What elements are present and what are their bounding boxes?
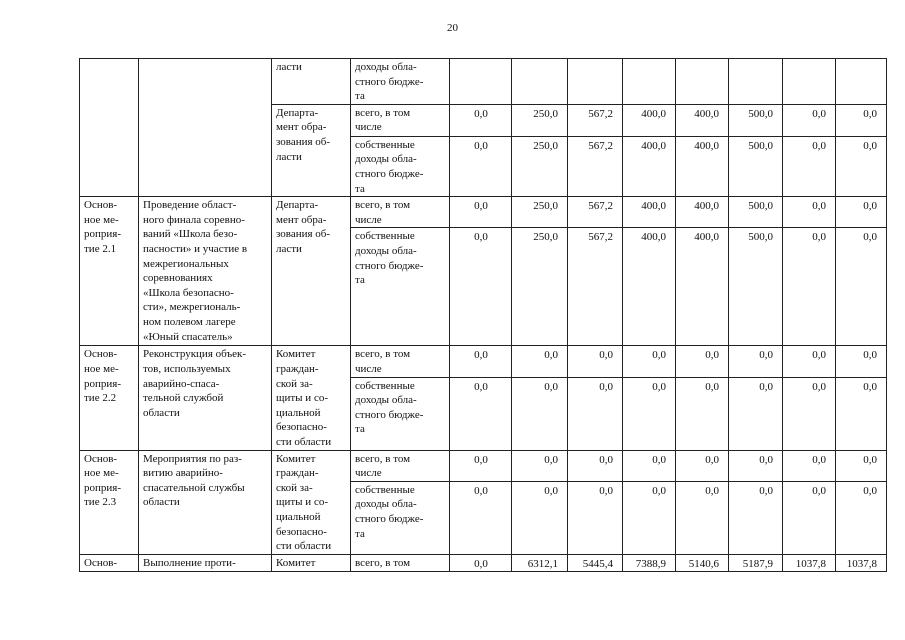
value-cell: 500,0 bbox=[729, 136, 783, 196]
event-name-cell: Выполнение проти- bbox=[139, 554, 272, 572]
value-cell: 0,0 bbox=[450, 481, 512, 554]
value-cell: 5445,4 bbox=[568, 554, 623, 572]
value-cell: 400,0 bbox=[623, 197, 676, 228]
value-cell: 0,0 bbox=[836, 450, 887, 481]
funding-type-cell: всего, в том числе bbox=[351, 450, 450, 481]
value-cell: 0,0 bbox=[836, 136, 887, 196]
value-cell: 0,0 bbox=[729, 450, 783, 481]
value-cell: 0,0 bbox=[783, 481, 836, 554]
funding-type-cell: собственные доходы обла- стного бюдже- та bbox=[351, 377, 450, 450]
value-cell: 0,0 bbox=[836, 346, 887, 377]
value-cell: 0,0 bbox=[450, 346, 512, 377]
value-cell: 0,0 bbox=[783, 228, 836, 346]
value-cell: 400,0 bbox=[676, 136, 729, 196]
executor-cell: Департа- мент обра- зования об- ласти bbox=[272, 104, 351, 196]
value-cell: 5140,6 bbox=[676, 554, 729, 572]
value-cell: 0,0 bbox=[568, 450, 623, 481]
value-cell: 0,0 bbox=[676, 481, 729, 554]
value-cell: 0,0 bbox=[623, 481, 676, 554]
value-cell: 0,0 bbox=[623, 346, 676, 377]
value-cell: 500,0 bbox=[729, 197, 783, 228]
event-code-cell: Основ- ное ме- роприя- тие 2.2 bbox=[80, 346, 139, 450]
value-cell: 400,0 bbox=[623, 104, 676, 136]
funding-type-cell: собственные доходы обла- стного бюдже- та bbox=[351, 136, 450, 196]
value-cell: 0,0 bbox=[512, 450, 568, 481]
table-row bbox=[80, 450, 887, 481]
funding-type-cell: собственные доходы обла- стного бюдже- та bbox=[351, 228, 450, 346]
value-cell: 0,0 bbox=[729, 377, 783, 450]
event-code-cell bbox=[80, 59, 139, 197]
table-row bbox=[80, 346, 887, 377]
table-row bbox=[80, 59, 887, 105]
executor-cell: ласти bbox=[272, 59, 351, 105]
value-cell: 0,0 bbox=[676, 450, 729, 481]
value-cell: 500,0 bbox=[729, 228, 783, 346]
executor-cell: Комитет граждан- ской за- щиты и со- циальной безопасно- сти области bbox=[272, 346, 351, 450]
value-cell: 0,0 bbox=[783, 346, 836, 377]
value-cell: 6312,1 bbox=[512, 554, 568, 572]
value-cell: 400,0 bbox=[676, 228, 729, 346]
budget-table bbox=[79, 58, 887, 572]
value-cell: 0,0 bbox=[729, 346, 783, 377]
funding-type-cell: собственные доходы обла- стного бюдже- та bbox=[351, 481, 450, 554]
value-cell bbox=[676, 59, 729, 105]
value-cell: 1037,8 bbox=[836, 554, 887, 572]
value-cell bbox=[729, 59, 783, 105]
value-cell: 0,0 bbox=[783, 136, 836, 196]
value-cell: 0,0 bbox=[568, 346, 623, 377]
value-cell: 250,0 bbox=[512, 228, 568, 346]
value-cell: 0,0 bbox=[676, 346, 729, 377]
event-name-cell: Мероприятия по раз- витию аварийно- спасательной службы области bbox=[139, 450, 272, 554]
page-number: 20 bbox=[447, 22, 458, 34]
value-cell: 0,0 bbox=[783, 104, 836, 136]
value-cell bbox=[450, 59, 512, 105]
executor-cell: Департа- мент обра- зования об- ласти bbox=[272, 197, 351, 346]
value-cell: 0,0 bbox=[512, 377, 568, 450]
value-cell: 0,0 bbox=[836, 481, 887, 554]
value-cell: 0,0 bbox=[512, 481, 568, 554]
value-cell: 567,2 bbox=[568, 228, 623, 346]
value-cell: 250,0 bbox=[512, 136, 568, 196]
value-cell: 0,0 bbox=[450, 228, 512, 346]
value-cell bbox=[512, 59, 568, 105]
value-cell: 400,0 bbox=[623, 228, 676, 346]
value-cell: 500,0 bbox=[729, 104, 783, 136]
funding-type-cell: всего, в том числе bbox=[351, 104, 450, 136]
value-cell bbox=[836, 59, 887, 105]
value-cell: 0,0 bbox=[512, 346, 568, 377]
value-cell: 0,0 bbox=[450, 377, 512, 450]
event-name-cell: Проведение област- ного финала соревно- ваний «Школа безо- пасности» и участие в межрегиональных соревнованиях «Школа безопасно- сти», межрегиональ- ном полевом лагере «Юный спасатель» bbox=[139, 197, 272, 346]
value-cell: 5187,9 bbox=[729, 554, 783, 572]
value-cell: 0,0 bbox=[836, 197, 887, 228]
value-cell: 250,0 bbox=[512, 104, 568, 136]
value-cell: 0,0 bbox=[836, 104, 887, 136]
executor-cell: Комитет bbox=[272, 554, 351, 572]
value-cell: 567,2 bbox=[568, 136, 623, 196]
value-cell: 0,0 bbox=[450, 450, 512, 481]
value-cell: 400,0 bbox=[623, 136, 676, 196]
value-cell: 0,0 bbox=[783, 197, 836, 228]
value-cell: 567,2 bbox=[568, 197, 623, 228]
executor-cell: Комитет граждан- ской за- щиты и со- циальной безопасно- сти области bbox=[272, 450, 351, 554]
value-cell: 400,0 bbox=[676, 104, 729, 136]
value-cell: 567,2 bbox=[568, 104, 623, 136]
funding-type-cell: доходы обла- стного бюдже- та bbox=[351, 59, 450, 105]
event-name-cell bbox=[139, 59, 272, 197]
table-row bbox=[80, 197, 887, 228]
value-cell: 400,0 bbox=[676, 197, 729, 228]
value-cell: 0,0 bbox=[623, 450, 676, 481]
value-cell: 0,0 bbox=[450, 554, 512, 572]
value-cell: 0,0 bbox=[783, 450, 836, 481]
value-cell: 0,0 bbox=[623, 377, 676, 450]
value-cell: 250,0 bbox=[512, 197, 568, 228]
event-name-cell: Реконструкция объек- тов, используемых аварийно-спаса- тельной службой области bbox=[139, 346, 272, 450]
value-cell: 0,0 bbox=[676, 377, 729, 450]
funding-type-cell: всего, в том числе bbox=[351, 197, 450, 228]
value-cell bbox=[623, 59, 676, 105]
value-cell: 0,0 bbox=[568, 481, 623, 554]
table-row bbox=[80, 554, 887, 572]
event-code-cell: Основ- ное ме- роприя- тие 2.3 bbox=[80, 450, 139, 554]
value-cell: 0,0 bbox=[783, 377, 836, 450]
value-cell: 0,0 bbox=[450, 104, 512, 136]
event-code-cell: Основ- ное ме- роприя- тие 2.1 bbox=[80, 197, 139, 346]
funding-type-cell: всего, в том bbox=[351, 554, 450, 572]
value-cell: 0,0 bbox=[568, 377, 623, 450]
value-cell bbox=[783, 59, 836, 105]
value-cell bbox=[568, 59, 623, 105]
value-cell: 0,0 bbox=[836, 228, 887, 346]
value-cell: 1037,8 bbox=[783, 554, 836, 572]
funding-type-cell: всего, в том числе bbox=[351, 346, 450, 377]
value-cell: 7388,9 bbox=[623, 554, 676, 572]
value-cell: 0,0 bbox=[450, 197, 512, 228]
event-code-cell: Основ- bbox=[80, 554, 139, 572]
value-cell: 0,0 bbox=[836, 377, 887, 450]
value-cell: 0,0 bbox=[450, 136, 512, 196]
value-cell: 0,0 bbox=[729, 481, 783, 554]
